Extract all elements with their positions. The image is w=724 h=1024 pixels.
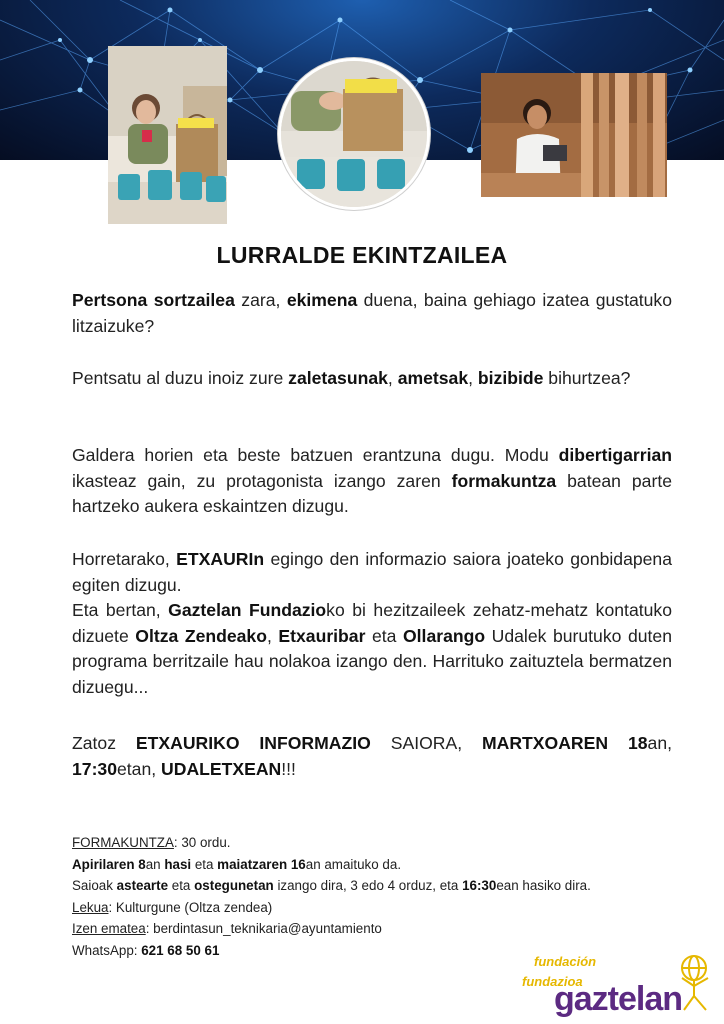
photo-woman-photographing-cups [108, 46, 227, 224]
paragraph-question: Pentsatu al duzu inoiz zure zaletasunak, ametsak, bizibide bihurtzea? [72, 368, 631, 388]
photo-woman-carpenter-workshop [481, 73, 667, 197]
paragraph-call-to-action: Zatoz ETXAURIKO INFORMAZIO SAIORA, MARTXOAREN 18an, 17:30etan, UDALETXEAN!!! [72, 733, 672, 779]
globe-figure-icon [682, 956, 708, 1010]
svg-text:gaztelan: gaztelan [554, 980, 683, 1018]
info-duration: FORMAKUNTZA: 30 ordu. [72, 835, 231, 850]
paragraph-offer: Galdera horien eta beste batzuen erantzuna dugu. Modu dibertigarrian ikasteaz gain, zu protagonista izango zaren formakuntza batean parte hartzeko aukera eskaintzen dizugu. [72, 445, 672, 516]
info-location: Lekua: Kulturgune (Oltza zendea) [72, 899, 273, 915]
info-registration: Izen ematea: berdintasun_teknikaria@ayuntamiento [72, 921, 382, 936]
photo-hands-holding-gift-bag [278, 58, 430, 210]
gaztelan-logo [522, 948, 718, 1018]
paragraph-intro: Pertsona sortzailea zara, ekimena duena, baina gehiago izatea gustatuko litzaizuke? [72, 290, 673, 336]
info-whatsapp: WhatsApp: 621 68 50 61 [72, 942, 220, 958]
info-dates: Apirilaren 8an hasi eta maiatzaren 16an amaituko da. [72, 856, 402, 872]
svg-text:fundación: fundación [534, 954, 597, 969]
info-schedule: Saioak astearte eta ostegunetan izango dira, 3 edo 4 orduz, eta 16:30ean hasiko dira. [72, 878, 591, 893]
page-title: LURRALDE EKINTZAILEA [216, 242, 508, 268]
svg-text:fundazioa: fundazioa [522, 974, 583, 989]
info-block [72, 832, 692, 961]
paragraph-invitation: Horretarako, ETXAURIn egingo den informazio saiora joateko gonbidapena egiten dizugu. Eta bertan, Gaztelan Fundazioko bi hezitzaileek zehatz-mehatz kontatuko dizuete Oltza Zendeako, Etxauribar eta Ollarango Udalek burutuko duten programa berritzaile hau nolakoa izango den. Harrituko zaituztela bermatzen dizuegu... [72, 549, 672, 697]
